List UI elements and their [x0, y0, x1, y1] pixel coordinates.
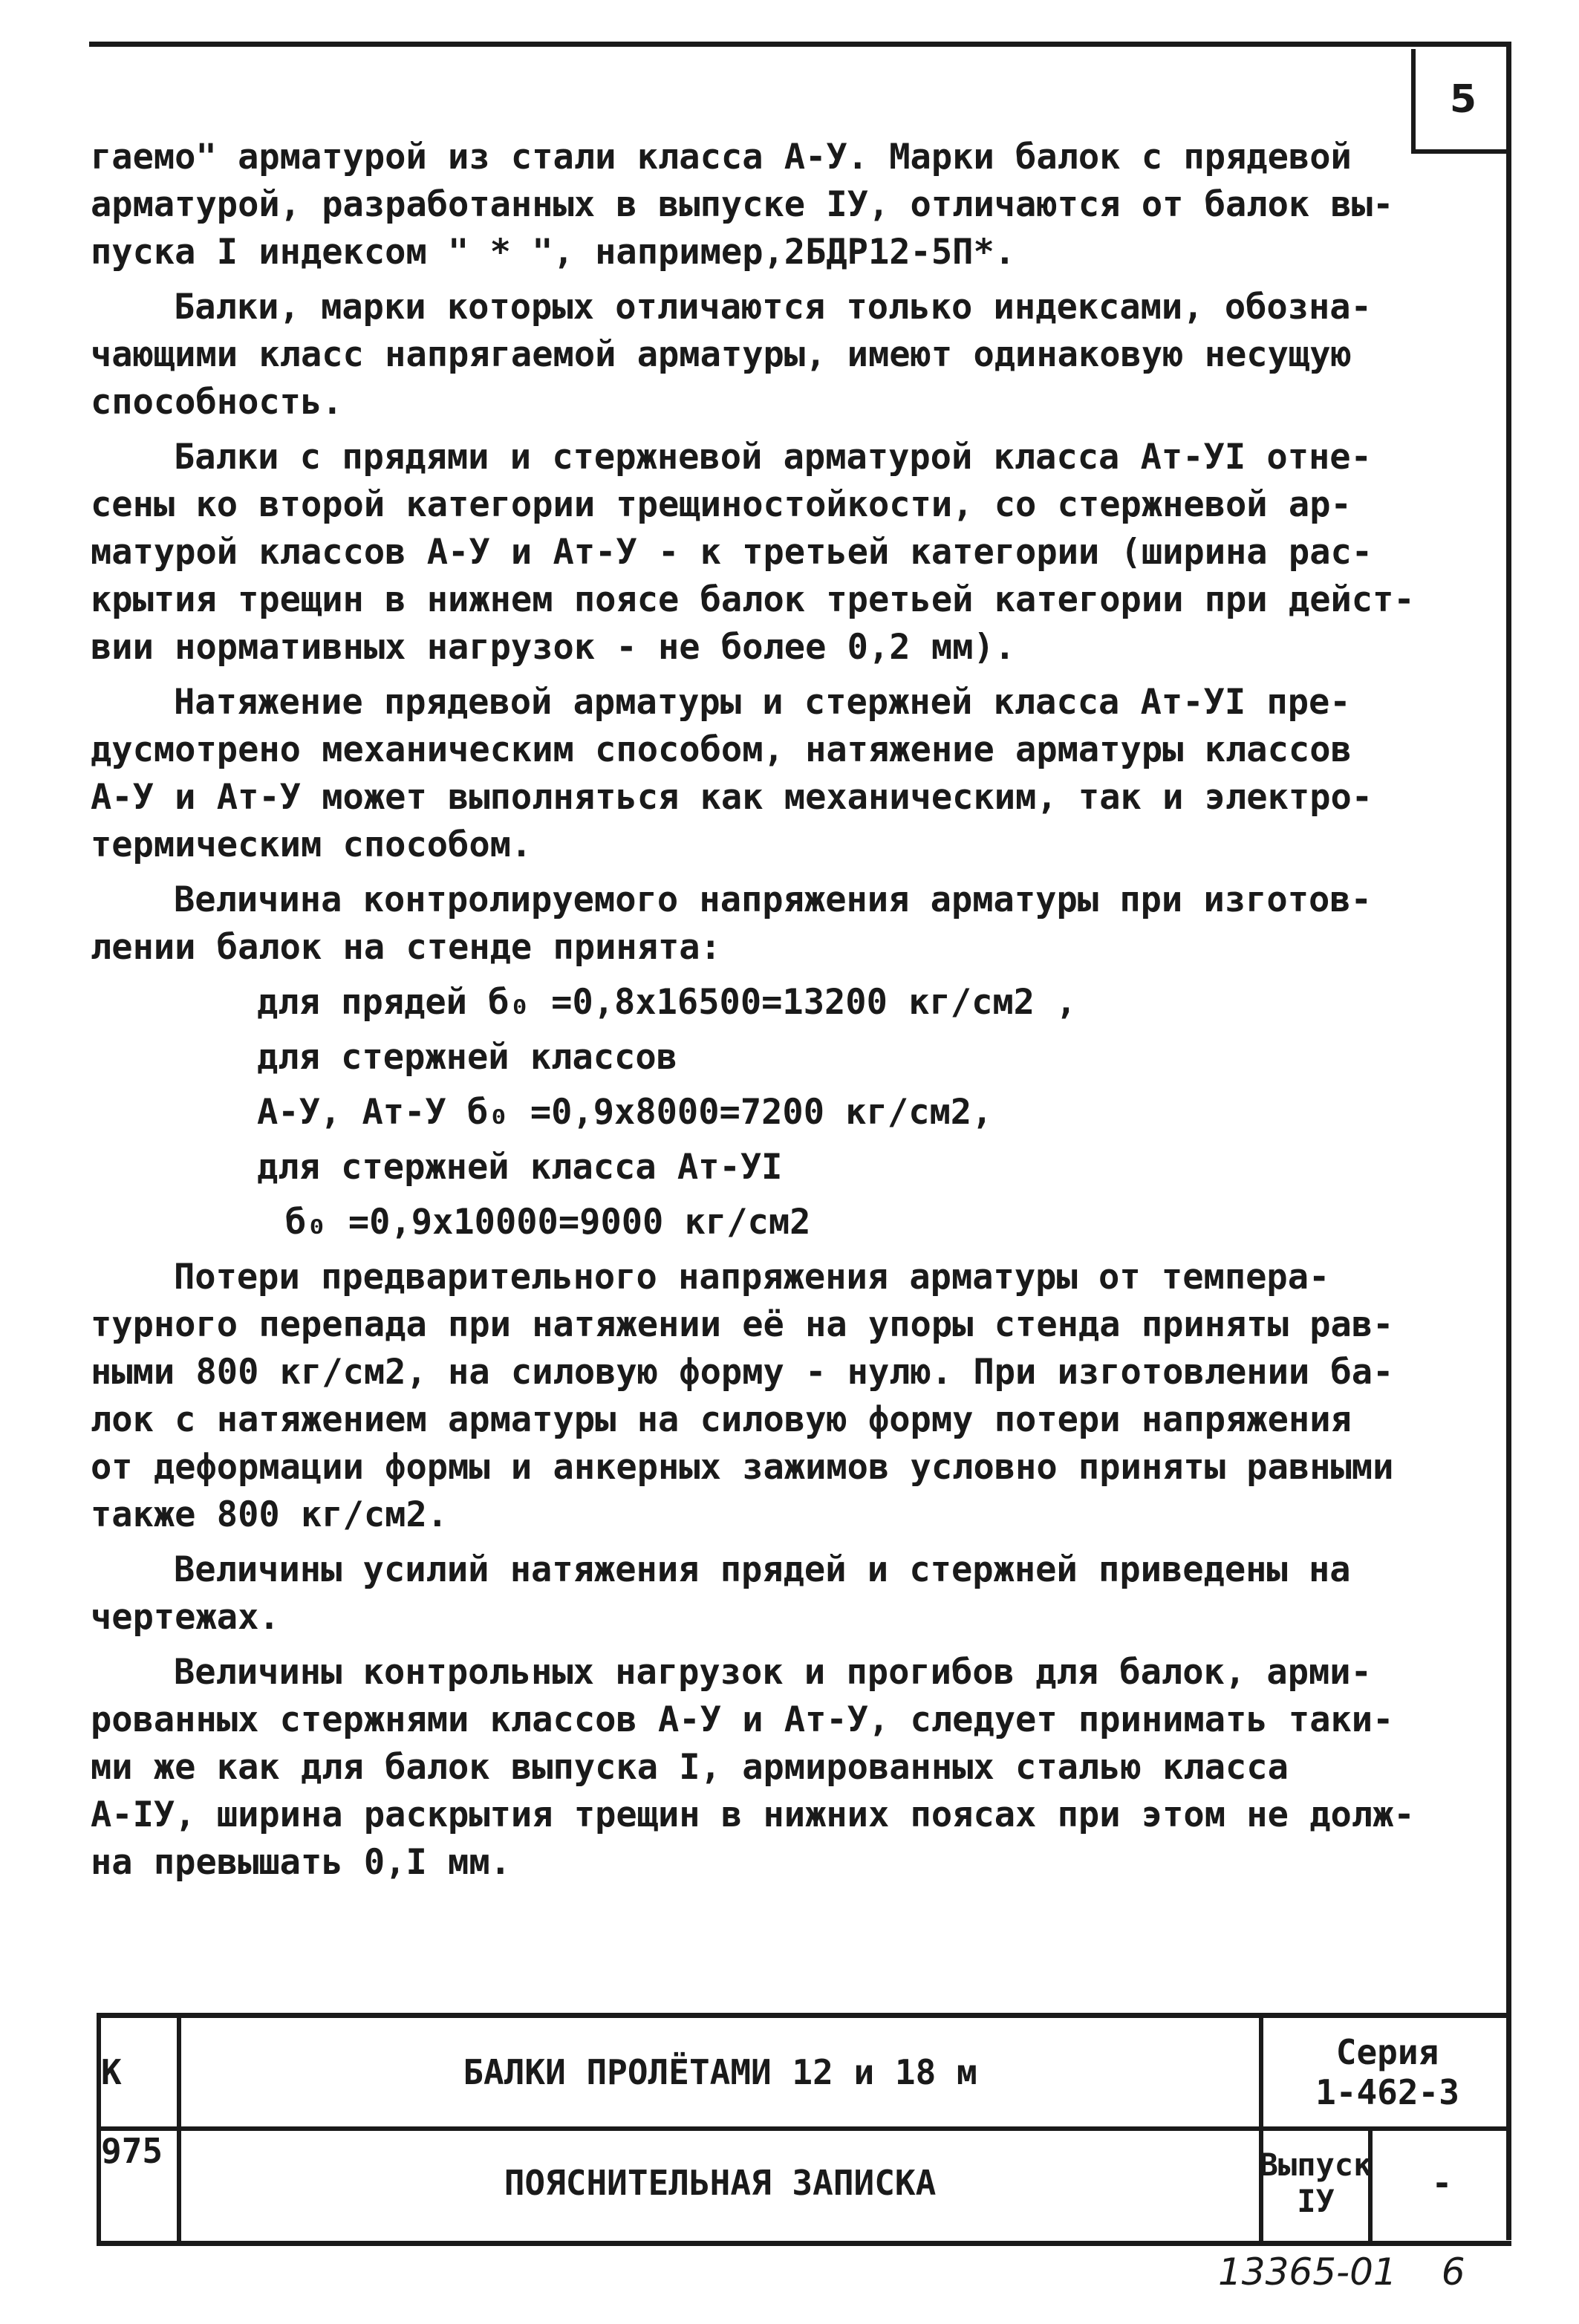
text-line: Величины контрольных нагрузок и прогибов для балок, арми-	[174, 1652, 1372, 1693]
text-line: рованных стержнями классов А-У и Ат-У, следует принимать таки-	[91, 1699, 1394, 1740]
text-line: матурой классов А-У и Ат-У - к третьей категории (ширина рас-	[91, 532, 1373, 573]
paragraph-p7	[91, 1546, 1427, 1641]
text-line: Балки, марки которых отличаются только индексами, обозна-	[174, 287, 1372, 328]
text-line: А-IУ, ширина раскрытия трещин в нижних поясах при этом не долж-	[91, 1794, 1415, 1835]
text-line: чающими класс напрягаемой арматуры, имеют одинаковую несущую	[91, 334, 1352, 375]
text-line: арматурой, разработанных в выпуске IУ, отличаются от балок вы-	[91, 184, 1394, 225]
paragraph-block-1	[91, 134, 1427, 971]
text-line: пуска I индексом " * ", например,2БДР12-5П*.	[91, 232, 1016, 273]
sheet-number: 6	[1441, 2250, 1465, 2294]
formula-line: б₀ =0,9x10000=9000 кг/см2	[285, 1202, 811, 1243]
paragraph-p6	[91, 1254, 1427, 1539]
text-line: Величины усилий натяжения прядей и стержней приведены на	[174, 1549, 1351, 1590]
formula-line: для прядей б₀ =0,8x16500=13200 кг/см2 ,	[257, 982, 1077, 1023]
paragraph-p3	[91, 434, 1427, 671]
footer-archive	[1218, 2250, 1510, 2294]
formula-block	[91, 979, 1427, 1246]
stamp-series	[1263, 2018, 1511, 2126]
top-border-line	[89, 42, 1511, 47]
text-line: термическим способом.	[91, 824, 533, 865]
text-line: ми же как для балок выпуска I, армированных сталью класса	[91, 1747, 1289, 1788]
text-line: сены ко второй категории трещиностойкости, со стержневой ар-	[91, 484, 1352, 525]
text-line: турного перепада при натяжении её на упоры стенда приняты рав-	[91, 1304, 1394, 1345]
stamp-series-label: Серия	[1335, 2032, 1439, 2072]
archive-number: 13365-01	[1218, 2250, 1397, 2294]
paragraph-block-2	[91, 1254, 1427, 1887]
paragraph-p2	[91, 284, 1427, 426]
stamp-title-top: БАЛКИ ПРОЛЁТАМИ 12 и 18 м	[463, 2052, 977, 2092]
paragraph-p5	[91, 876, 1427, 971]
text-line: гаемо" арматурой из стали класса А-У. Марки балок с прядевой	[91, 137, 1352, 178]
text-line: Потери предварительного напряжения арматуры от темпера-	[174, 1257, 1330, 1298]
text-line: дусмотрено механическим способом, натяжение арматуры классов	[91, 729, 1352, 770]
right-border-line	[1506, 42, 1511, 2240]
text-line: способность.	[91, 382, 343, 423]
text-line: ными 800 кг/см2, на силовую форму - нулю. При изготовлении ба-	[91, 1352, 1394, 1393]
text-line: крытия трещин в нижнем поясе балок третьей категории при дейст-	[91, 579, 1415, 620]
page-number: 5	[1449, 77, 1477, 122]
text-line: на превышать 0,I мм.	[91, 1842, 511, 1883]
text-line: лок с натяжением арматуры на силовую форму потери напряжения	[91, 1399, 1352, 1440]
text-line: Балки с прядями и стержневой арматурой класса Ат-УI отне-	[174, 437, 1372, 478]
stamp-sheet: -	[1431, 2163, 1453, 2203]
text-line: лении балок на стенде принята:	[91, 927, 721, 968]
formula-line: для стержней класса Ат-УI	[257, 1147, 783, 1188]
text-line: чертежах.	[91, 1597, 280, 1638]
stamp-series-value: 1-462-3	[1315, 2072, 1459, 2112]
document-body	[91, 134, 1427, 1894]
stamp-issue-label: Выпуск	[1259, 2146, 1373, 2183]
text-line: от деформации формы и анкерных зажимов условно приняты равными	[91, 1447, 1394, 1488]
title-block-stamp	[97, 2013, 1511, 2246]
formula-line: А-У, Ат-У б₀ =0,9x8000=7200 кг/см2,	[257, 1092, 993, 1133]
stamp-issue-value: IУ	[1297, 2183, 1335, 2219]
formula-line: для стержней классов	[257, 1037, 677, 1078]
stamp-title-bottom: ПОЯСНИТЕЛЬНАЯ ЗАПИСКА	[504, 2163, 937, 2203]
text-line: Величина контролируемого напряжения арматуры при изготов-	[174, 879, 1372, 920]
paragraph-p8	[91, 1649, 1427, 1887]
text-line: А-У и Ат-У может выполняться как механическим, так и электро-	[91, 777, 1373, 818]
text-line: вии нормативных нагрузок - не более 0,2 мм).	[91, 627, 1016, 668]
text-line: также 800 кг/см2.	[91, 1494, 449, 1535]
paragraph-p4	[91, 679, 1427, 869]
paragraph-p1	[91, 134, 1427, 276]
stamp-issue	[1259, 2131, 1373, 2235]
stamp-code-top: К	[101, 2052, 122, 2092]
text-line: Натяжение прядевой арматуры и стержней класса Ат-УI пре-	[174, 682, 1351, 723]
stamp-code-bottom: 975	[101, 2131, 163, 2171]
